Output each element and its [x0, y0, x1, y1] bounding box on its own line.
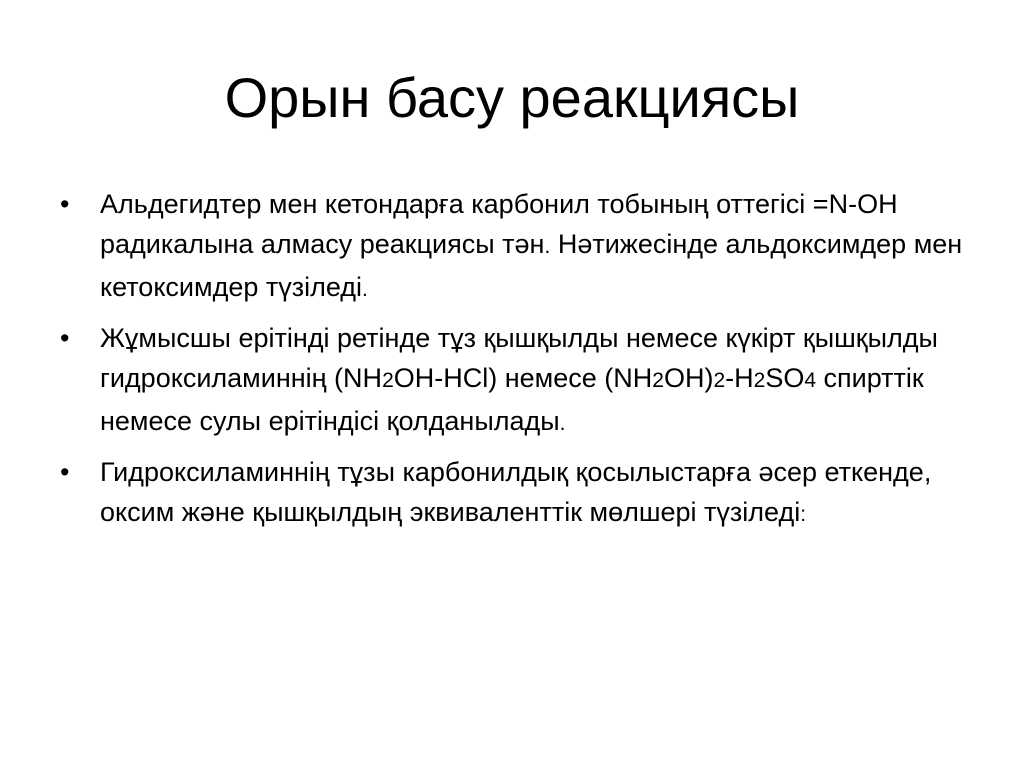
bullet-text-part: SO — [765, 363, 805, 393]
bullet-text-part: 2 — [382, 369, 394, 392]
bullet-text-part: . — [362, 278, 368, 301]
bullet-text-part: 2 — [713, 369, 726, 392]
bullet-item-2 — [60, 318, 980, 444]
slide-title: Орын басу реакциясы — [224, 66, 800, 129]
bullet-text — [100, 184, 980, 310]
bullet-marker: • — [60, 323, 70, 353]
bullet-item-3 — [60, 452, 980, 535]
bullet-text-part: : — [800, 503, 807, 526]
bullet-text-part: OH) — [663, 363, 714, 393]
bullet-text-part: спирттік немесе сулы ерітіндісі қолданылады — [100, 363, 924, 436]
bullet-marker: • — [60, 457, 70, 487]
bullet-text-part: 2 — [652, 369, 664, 392]
bullet-text-part: Альдегидтер мен кетондарға карбонил тобының оттегісі =N-OH радикалына алмасу реакциясы тән — [100, 189, 898, 259]
bullet-text-part: 4 — [804, 369, 817, 392]
bullet-text-part: . — [544, 235, 551, 258]
bullet-text-part: Гидроксиламиннің тұзы карбонилдық қосылыстарға әсер еткенде, оксим және қышқылдың эквиваленттік мөлшері түзіледі — [100, 457, 932, 527]
bullet-text — [100, 452, 980, 535]
bullet-text-part: -H — [725, 363, 754, 393]
bullet-list — [60, 184, 980, 543]
bullet-item-1 — [60, 184, 980, 310]
bullet-text-part: Жұмысшы ерітінді ретінде тұз қышқылды немесе күкірт қышқылды гидроксиламиннің (NH — [100, 323, 938, 393]
bullet-text-part: OH-HCl) немесе (NH — [393, 363, 653, 393]
bullet-text-part: . — [559, 412, 566, 435]
bullet-text-part: 2 — [753, 369, 766, 392]
bullet-text — [100, 318, 980, 444]
bullet-text-part: Нәтижесінде альдоксимдер мен кетоксимдер түзіледі — [100, 229, 963, 302]
bullet-marker: • — [60, 189, 70, 219]
